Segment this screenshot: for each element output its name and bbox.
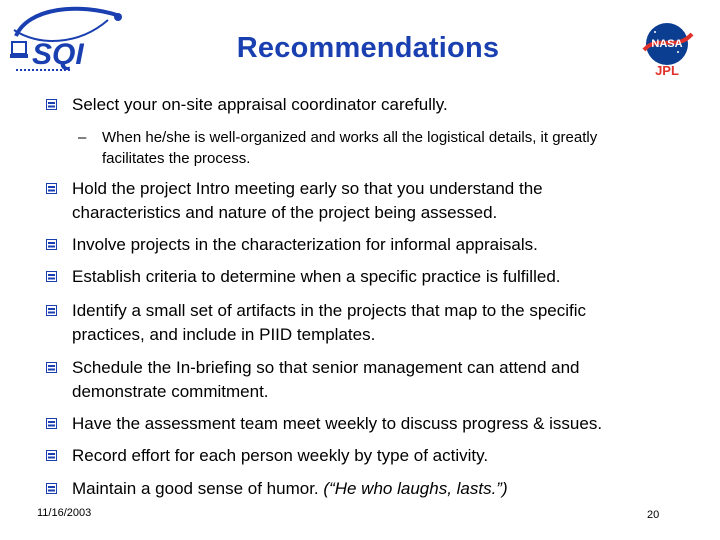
bullet-icon — [46, 483, 57, 494]
sub-bullet-text: When he/she is well-organized and works all the logistical details, it greatly — [102, 129, 598, 146]
bullet-text: demonstrate commitment. — [72, 382, 269, 401]
bullet-icon — [46, 362, 57, 373]
bullet-icon — [46, 271, 57, 282]
bullet-text: Select your on-site appraisal coordinator carefully. — [72, 95, 448, 114]
bullet-text: Maintain a good sense of humor. — [72, 479, 319, 498]
bullet-icon — [46, 450, 57, 461]
bullet-text: Involve projects in the characterization for informal appraisals. — [72, 235, 538, 254]
bullet-text: Record effort for each person weekly by type of activity. — [72, 446, 489, 465]
bullet-text: Hold the project Intro meeting early so that you understand the — [72, 179, 543, 198]
sqi-logo-text: SQI — [32, 38, 84, 71]
page-number: 20 — [647, 509, 660, 521]
bullet-icon — [46, 418, 57, 429]
bullet-text: characteristics and nature of the project being assessed. — [72, 203, 498, 222]
bullet-icon — [46, 99, 57, 110]
bullet-quote: (“He who laughs, lasts.”) — [323, 479, 508, 498]
bullet-icon — [46, 183, 57, 194]
bullet-text: Schedule the In-briefing so that senior management can attend and — [72, 358, 580, 377]
bullet-icon — [46, 239, 57, 250]
bullet-text: Identify a small set of artifacts in the projects that map to the specific — [72, 301, 587, 320]
bullet-text-line — [72, 477, 508, 501]
bullet-icon — [46, 305, 57, 316]
nasa-text: NASA — [651, 38, 683, 50]
footer-date: 11/16/2003 — [37, 507, 92, 519]
bullet-text: practices, and include in PIID templates. — [72, 325, 376, 344]
sub-bullet-text: facilitates the process. — [102, 150, 251, 167]
bullet-text: Have the assessment team meet weekly to discuss progress & issues. — [72, 414, 603, 433]
page-title: Recommendations — [236, 32, 500, 64]
bullet-text: Establish criteria to determine when a specific practice is fulfilled. — [72, 267, 561, 286]
jpl-text: JPL — [655, 63, 679, 78]
dash-icon: – — [78, 129, 87, 146]
